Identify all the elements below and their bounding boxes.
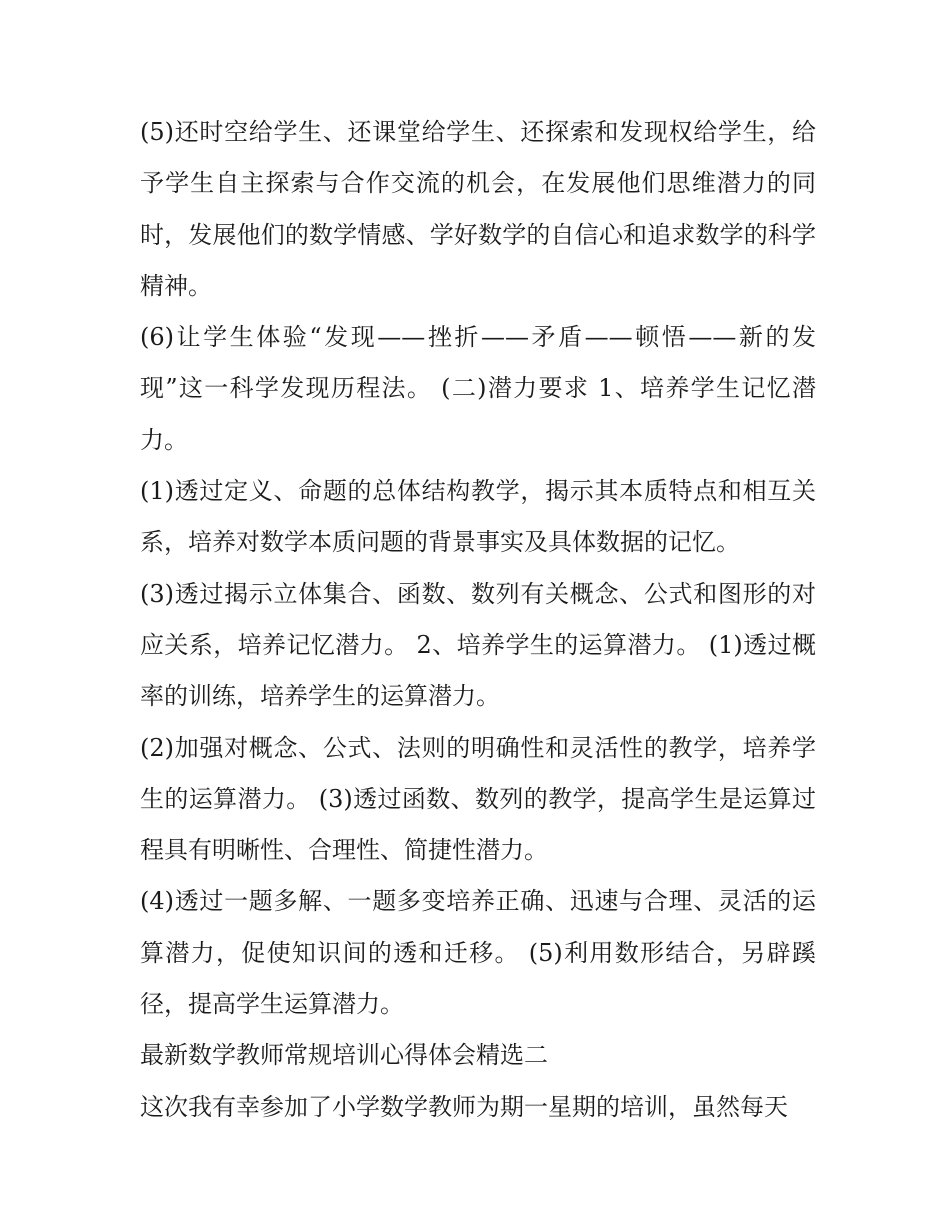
paragraph-computation-concepts: (2)加强对概念、公式、法则的明确性和灵活性的教学，培养学生的运算潜力。 (3)透过函数、数列的教学，提高学生是运算过程具有明晰性、合理性、简捷性潜力。 bbox=[140, 733, 816, 865]
document-body bbox=[140, 107, 816, 1133]
paragraph-computation-methods: (4)透过一题多解、一题多变培养正确、迅速与合理、灵活的运算潜力，促使知识间的透和迁移。 (5)利用数形结合，另辟蹊径，提高学生运算潜力。 bbox=[140, 887, 816, 1019]
paragraph-memory-correspondence: (3)透过揭示立体集合、函数、数列有关概念、公式和图形的对应关系，培养记忆潜力。 2、培养学生的运算潜力。 (1)透过概率的训练，培养学生的运算潜力。 bbox=[140, 579, 816, 711]
section-heading: 最新数学教师常规培训心得体会精选二 bbox=[140, 1041, 548, 1070]
paragraph-discovery-process: (6)让学生体验“发现——挫折——矛盾——顿悟——新的发现”这一科学发现历程法。 (二)潜力要求 1、培养学生记忆潜力。 bbox=[140, 323, 816, 454]
paragraph-memory-structure: (1)透过定义、命题的总体结构教学，揭示其本质特点和相互关系，培养对数学本质问题的背景事实及具体数据的记忆。 bbox=[140, 477, 816, 557]
paragraph-student-exploration: (5)还时空给学生、还课堂给学生、还探索和发现权给学生，给予学生自主探索与合作交流的机会，在发展他们思维潜力的同时，发展他们的数学情感、学好数学的自信心和追求数学的科学精神。 bbox=[140, 118, 816, 300]
paragraph-training-intro: 这次我有幸参加了小学数学教师为期一星期的培训，虽然每天 bbox=[140, 1092, 788, 1121]
